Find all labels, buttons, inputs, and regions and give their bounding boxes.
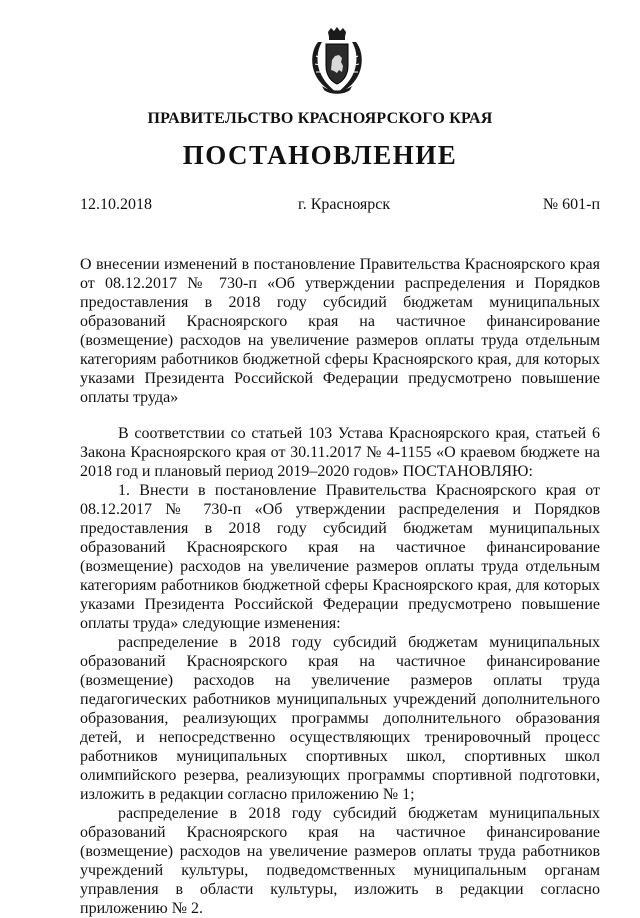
change-2-paragraph: распределение в 2018 году субсидий бюджетам муниципальных образований Красноярского края на частичное финансирование (возмещение) расходов на увеличение размеров оплаты труда работников учреждений культуры, подведомственных муниципальным органам управления в области культуры, изложить в редакции согласно приложению № 2. xyxy=(80,805,600,917)
document-meta-row xyxy=(80,196,600,216)
preamble-paragraph: В соответствии со статьей 103 Устава Красноярского края, статьей 6 Закона Красноярского края от 30.11.2017 № 4-1155 «О краевом бюджете на 2018 год и плановый период 2019–2020 годов» ПОСТАНОВЛЯЮ: xyxy=(80,425,600,480)
government-title: ПРАВИТЕЛЬСТВО КРАСНОЯРСКОГО КРАЯ xyxy=(147,110,493,127)
document-date: 12.10.2018 xyxy=(80,196,152,213)
document-city: г. Красноярск xyxy=(298,196,391,213)
coat-of-arms-icon xyxy=(304,26,370,96)
document-number: № 601-п xyxy=(542,196,600,213)
document-type-heading: ПОСТАНОВЛЕНИЕ xyxy=(182,140,458,170)
item-1-paragraph: 1. Внести в постановление Правительства Красноярского края от 08.12.2017 № 730-п «Об утверждении распределения и Порядков предоставления в 2018 году субсидий бюджетам муниципальных образований Красноярского края на частичное финансирование (возмещение) расходов на увеличение размеров оплаты труда отдельным категориям работников бюджетной сферы Красноярского края, для которых указами Президента Российской Федерации предусмотрено повышение оплаты труда» следующие изменения: xyxy=(80,482,600,632)
document-body xyxy=(80,424,600,918)
document-subject: О внесении изменений в постановление Правительства Красноярского края от 08.12.2017 № 730-п «Об утверждении распределения и Порядков предоставления в 2018 году субсидий бюджетам муниципальных образований Красноярского края на частичное финансирование (возмещение) расходов на увеличение размеров оплаты труда отдельным категориям работников бюджетной сферы Красноярского края, для которых указами Президента Российской Федерации предусмотрено повышение оплаты труда» xyxy=(80,256,600,406)
change-1-paragraph: распределение в 2018 году субсидий бюджетам муниципальных образований Красноярского края на частичное финансирование (возмещение) расходов на увеличение размеров оплаты труда педагогических работников муниципальных учреждений дополнительного образования, реализующих программы дополнительного образования детей, и непосредственно осуществляющих тренировочный процесс работников муниципальных спортивных школ, спортивных школ олимпийского резерва, реализующих программы спортивной подготовки, изложить в редакции согласно приложению № 1; xyxy=(80,634,600,803)
